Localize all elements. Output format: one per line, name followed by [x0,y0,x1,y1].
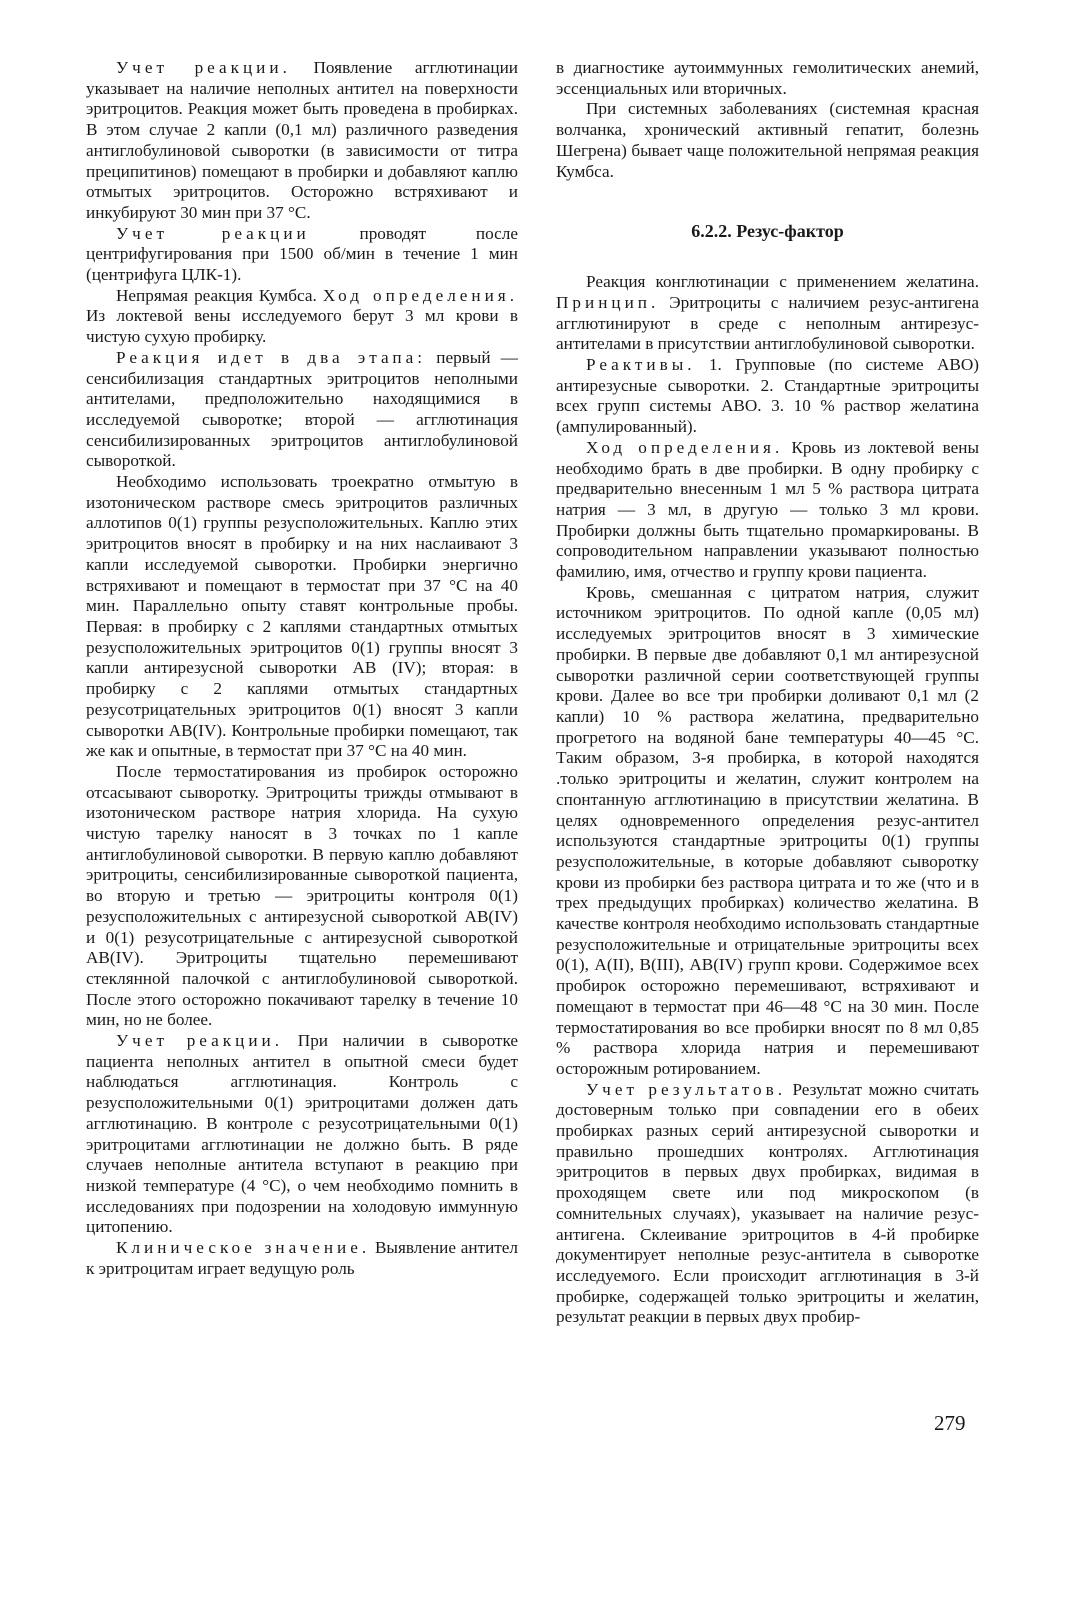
run-in-heading: Реактивы. [586,355,696,375]
paragraph [556,355,979,438]
paragraph [86,58,518,224]
paragraph [86,348,518,472]
paragraph [86,1031,518,1238]
paragraph [86,224,518,286]
paragraph-text: 1. Групповые (по системе АВО) антирезусные сыворотки. 2. Стандартные эритроциты всех групп системы АВО. 3. 10 % раствор желатина (ампулированный). [556,355,979,437]
left-column [86,58,518,1279]
paragraph-text: в диагностике аутоиммунных гемолитических анемий, эссенциальных или вторичных. [556,58,979,98]
paragraph [556,438,979,583]
paragraph-text: Реакция конглютинации с применением желатина. [586,272,979,292]
run-in-heading: Реакция идет в два этапа: [116,347,427,367]
paragraph-text: Выявление антител к эритроцитам играет ведущую роль [86,1238,518,1278]
paragraph [556,1080,979,1328]
run-in-heading: Учет реакции. [116,58,291,77]
right-column [556,58,979,1328]
run-in-heading: Клиническое значение. [116,1238,371,1258]
paragraph-text: Необходимо использовать троекратно отмытую в изотоническом растворе смесь эритроцитов различных аллотипов 0(1) группы резусположительных. Каплю этих эритроцитов вносят в пробирку и на них наслаивают 3 капли исследуемой сыворотки. Пробирки энергично встряхивают и помещают в термостат при 37 °С на 40 мин. Параллельно опыту ставят контрольные пробы. Первая: в пробирку с 2 каплями стандартных отмытых резусположительных эритроцитов 0(1) группы вносят 3 капли антирезусной сыворотки АВ (IV); вторая: в пробирку с 2 каплями отмытых стандартных резусотрицательных эритроцитов 0(1) вносят 3 капли сыворотки АВ(IV). Контрольные пробирки помещают, так же как и опытные, в термостат при 37 °С на 40 мин. [86,472,518,761]
run-in-heading: Учет реакции [116,223,310,243]
run-in-heading: Учет реакции. [116,1031,284,1051]
paragraph-text: Появление агглютинации указывает на наличие неполных антител на поверхности эритроцитов. Реакция может быть проведена в пробирках. В этом случае 2 капли (0,1 мл) различного разведения антиглобулиновой сыворотки (в зависимости от титра преципитинов) помещают в пробирки и добавляют каплю отмытых эритроцитов. Осторожно встряхивают и инкубируют 30 мин при 37 °С. [86,58,518,222]
paragraph-text: При системных заболеваниях (системная красная волчанка, хронический активный гепатит, болезнь Шегрена) бывает чаще положительной непрямая реакция Кумбса. [556,99,979,181]
section-title: 6.2.2. Резус-фактор [691,221,844,242]
paragraph-text: Из локтевой вены исследуемого берут 3 мл крови в чистую сухую пробирку. [86,306,518,347]
run-in-heading: Ход определения. [322,285,518,305]
paragraph [86,286,518,348]
paragraph [86,472,518,762]
page-number: 279 [934,1411,966,1435]
paragraph-text: После термостатирования из пробирок осторожно отсасывают сыворотку. Эритроциты трижды отмывают в изотоническом растворе натрия хлорида. На сухую чистую тарелку наносят в 3 точках по 1 капле антиглобулиновой сыворотки. В первую каплю добавляют эритроциты, сенсибилизированные сывороткой пациента, во вторую и третью — эритроциты контроля 0(1) резусположительных с антирезусной сывороткой АВ(IV) и 0(1) резусотрицательные с антирезусной сывороткой АВ(IV). Эритроциты тщательно перемешивают стеклянной палочкой с антиглобулиновой сывороткой. После этого осторожно покачивают тарелку в течение 10 мин, но не более. [86,761,518,1030]
paragraph-text: проводят после центрифугирования при 1500 об/мин в течение 1 мин (центрифуга ЦЛК-1). [86,223,518,285]
paragraph-text: Кровь из локтевой вены необходимо брать в две пробирки. В одну пробирку с предварительно внесенным 1 мл 5 % раствора цитрата натрия — 3 мл, в другую — только 3 мл крови. Пробирки должны быть тщательно промаркированы. В сопроводительном направлении указывают полностью фамилию, имя, отчество и группу крови пациента. [556,437,979,582]
paragraph-text: Эритроциты с наличием резус-антигена агглютинируют в среде с неполным антирезус-антителами в присутствии антиглобулиновой сыворотки. [556,292,979,354]
paragraph-text: первый — сенсибилизация стандартных эритроцитов неполными антителами, предположительно находящимися в исследуемой сыворотке; второй — агглютинация сенсибилизированных эритроцитов антиглобулиновой сывороткой. [86,347,518,471]
run-in-heading: Учет результатов. [586,1079,787,1099]
paragraph [556,99,979,182]
paragraph-text: Результат можно считать достоверным только при совпадении его в обеих пробирках разных серий антирезусной сыворотки и правильно прошедших контролях. Агглютинация эритроцитов в первых двух пробирках, видимая в проходящем свете или под микроскопом (в сомнительных случаях), указывает на наличие резус-антигена. Склеивание эритроцитов в 4-й пробирке документирует неполные резус-антитела в сыворотке исследуемого. Если происходит агглютинация в 3-й пробирке, содержащей только эритроциты и желатин, результат реакции в первых двух пробир- [556,1079,979,1327]
paragraph [556,58,979,99]
paragraph-text: При наличии в сыворотке пациента неполных антител в опытной смеси будет наблюдаться агглютинация. Контроль с резусположительными 0(1) эритроцитами должен дать агглютинацию. В контроле с резусотрицательными 0(1) эритроцитами агглютинации не должно быть. В ряде случаев неполные антитела вступают в реакцию при низкой температуре (4 °С), о чем необходимо помнить в исследованиях при подозрении на холодовую иммунную цитопению. [86,1031,518,1237]
paragraph [556,583,979,1080]
paragraph [86,762,518,1031]
paragraph-text: Кровь, смешанная с цитратом натрия, служит источником эритроцитов. По одной капле (0,05 мл) исследуемых эритроцитов вносят в 3 химические пробирки. В первые две добавляют 0,1 мл антирезусной сыворотки различной серии соответствующей группы крови. Далее во все три пробирки доливают 0,1 мл (2 капли) 10 % раствора желатина, предварительно прогретого на водяной бане температуры 40—45 °С. Таким образом, 3-я пробирка, в которой находятся .только эритроциты и желатин, служит контролем на спонтанную агглютинацию в присутствии желатина. В целях одновременного определения резус-антител используются стандартные эритроциты 0(1) группы резусположительные, в которые добавляют сыворотку крови из пробирки без раствора цитрата и то же (что и в трех предыдущих пробирках) количество желатина. В качестве контроля необходимо использовать стандартные резусположительные и отрицательные эритроциты всех 0(1), А(II), В(III), АВ(IV) групп крови. Содержимое всех пробирок осторожно перемешивают, встряхивают и помещают в термостат при 46—48 °С на 30 мин. После термостатирования во все пробирки вносят по 8 мл 0,85 % раствора хлорида натрия и перемешивают осторожным ротированием. [556,582,979,1078]
paragraph-text: Непрямая реакция Кумбса. [116,285,317,305]
run-in-heading: Принцип. [556,292,660,312]
paragraph [86,1238,518,1279]
run-in-heading: Ход определения. [586,437,784,457]
paragraph [556,272,979,355]
